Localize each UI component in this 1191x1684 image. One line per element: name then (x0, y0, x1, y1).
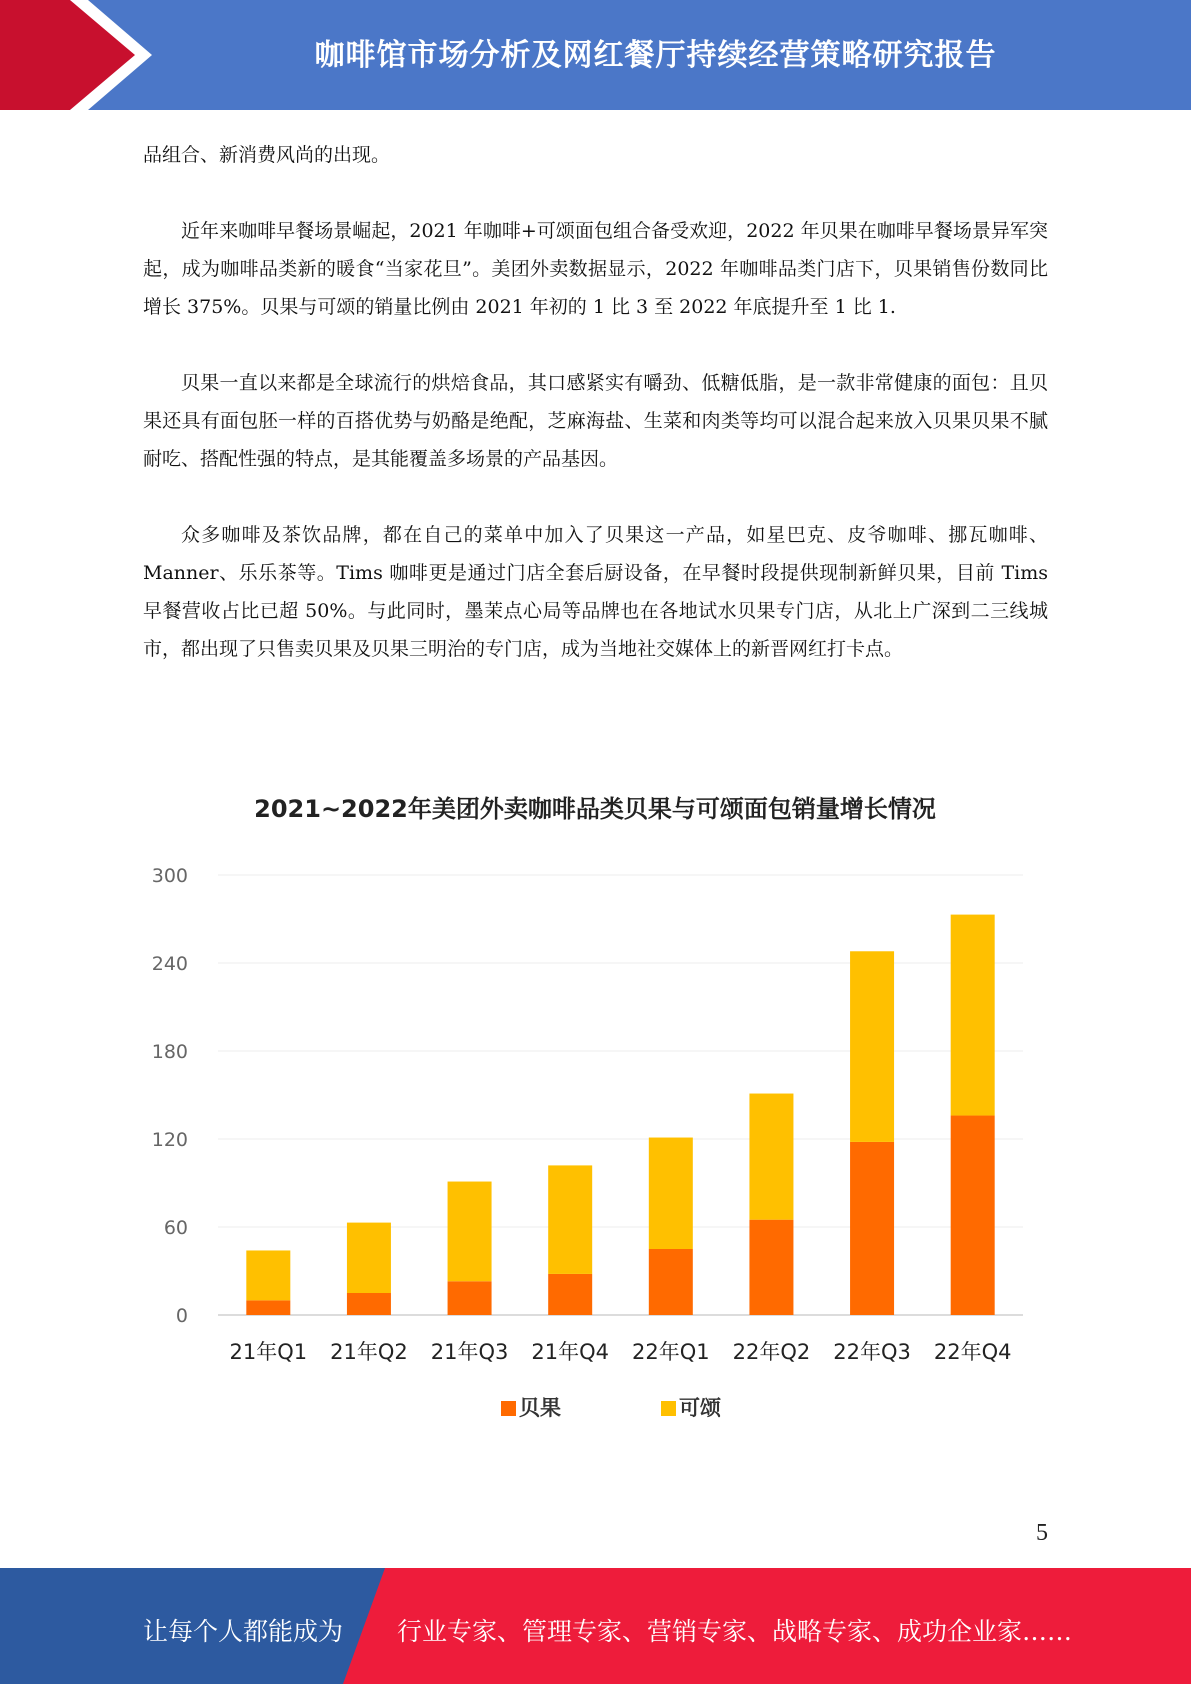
legend-label: 贝果 (519, 1396, 561, 1420)
y-tick-label: 120 (151, 1129, 188, 1151)
chart-bars (246, 915, 994, 1315)
page-number: 5 (1036, 1520, 1048, 1546)
bar-croissant (448, 1182, 492, 1282)
bar-croissant (649, 1138, 693, 1249)
chart-title: 2021~2022年美团外卖咖啡品类贝果与可颂面包销量增长情况 (254, 795, 936, 823)
bagel-croissant-sales-chart (143, 775, 1048, 1475)
x-tick-label: 21年Q4 (531, 1340, 609, 1364)
footer-slogan-right: 行业专家、管理专家、营销专家、战略专家、成功企业家…… (397, 1617, 1073, 1646)
bar-bagel (649, 1249, 693, 1315)
y-tick-label: 60 (163, 1217, 188, 1239)
chart-svg (143, 775, 1048, 1475)
legend-label: 可颂 (679, 1396, 721, 1420)
bar-croissant (850, 951, 894, 1142)
chart-legend (501, 1396, 722, 1420)
y-tick-label: 0 (175, 1305, 188, 1327)
x-tick-label: 21年Q3 (430, 1340, 509, 1364)
paragraph-1: 品组合、新消费风尚的出现。 (143, 144, 391, 166)
page-header (0, 0, 1191, 110)
bar-bagel (850, 1142, 894, 1315)
x-tick-label: 22年Q3 (833, 1340, 911, 1364)
footer-slogan-left: 让每个人都能成为 (143, 1617, 344, 1646)
paragraph-2: 近年来咖啡早餐场景崛起，2021 年咖啡+可颂面包组合备受欢迎，2022 年贝果在咖啡早餐场景异军突起，成为咖啡品类新的暖食“当家花旦”。美团外卖数据显示，2022 年咖啡品类门店下，贝果销售份数同比增长 375%。贝果与可颂的销量比例由 2021 年初的 1 比 3 至 2022 年底提升至 1 比 1. (143, 220, 1048, 318)
page-footer (0, 1568, 1191, 1684)
legend-swatch (661, 1401, 676, 1416)
header-red-chevron (0, 0, 145, 110)
bar-croissant (548, 1165, 592, 1274)
report-title: 咖啡馆市场分析及网红餐厅持续经营策略研究报告 (314, 38, 997, 73)
y-tick-label: 180 (151, 1041, 188, 1063)
bar-bagel (749, 1220, 793, 1315)
legend-swatch (501, 1401, 516, 1416)
x-tick-label: 22年Q4 (933, 1340, 1012, 1364)
paragraph-4: 众多咖啡及茶饮品牌，都在自己的菜单中加入了贝果这一产品，如星巴克、皮爷咖啡、挪瓦咖啡、Manner、乐乐茶等。Tims 咖啡更是通过门店全套后厨设备，在早餐时段提供现制新鲜贝果，目前 Tims 早餐营收占比已超 50%。与此同时，墨茉点心局等品牌也在各地试水贝果专门店，从北上广深到二三线城市，都出现了只售卖贝果及贝果三明治的专门店，成为当地社交媒体上的新晋网红打卡点。 (143, 524, 1048, 660)
bar-bagel (951, 1116, 995, 1315)
x-tick-label: 22年Q2 (732, 1340, 811, 1364)
x-tick-label: 22年Q1 (632, 1340, 710, 1364)
bar-bagel (246, 1300, 290, 1315)
bar-croissant (246, 1250, 290, 1300)
chart-gridlines (218, 875, 1023, 1315)
bar-croissant (951, 915, 995, 1116)
y-tick-label: 300 (151, 865, 188, 887)
chart-y-axis (152, 865, 188, 1327)
body-content (143, 136, 1048, 706)
bar-bagel (347, 1293, 391, 1315)
bar-bagel (548, 1274, 592, 1315)
bar-bagel (448, 1281, 492, 1315)
bar-croissant (749, 1094, 793, 1220)
chart-x-axis (230, 1340, 1012, 1364)
x-tick-label: 21年Q1 (229, 1340, 308, 1364)
y-tick-label: 240 (151, 953, 188, 975)
bar-croissant (347, 1223, 391, 1293)
paragraph-3: 贝果一直以来都是全球流行的烘焙食品，其口感紧实有嚼劲、低糖低脂，是一款非常健康的面包：且贝果还具有面包胚一样的百搭优势与奶酪是绝配，芝麻海盐、生菜和肉类等均可以混合起来放入贝果贝果不腻耐吃、搭配性强的特点，是其能覆盖多场景的产品基因。 (143, 372, 1048, 470)
x-tick-label: 21年Q2 (330, 1340, 408, 1364)
